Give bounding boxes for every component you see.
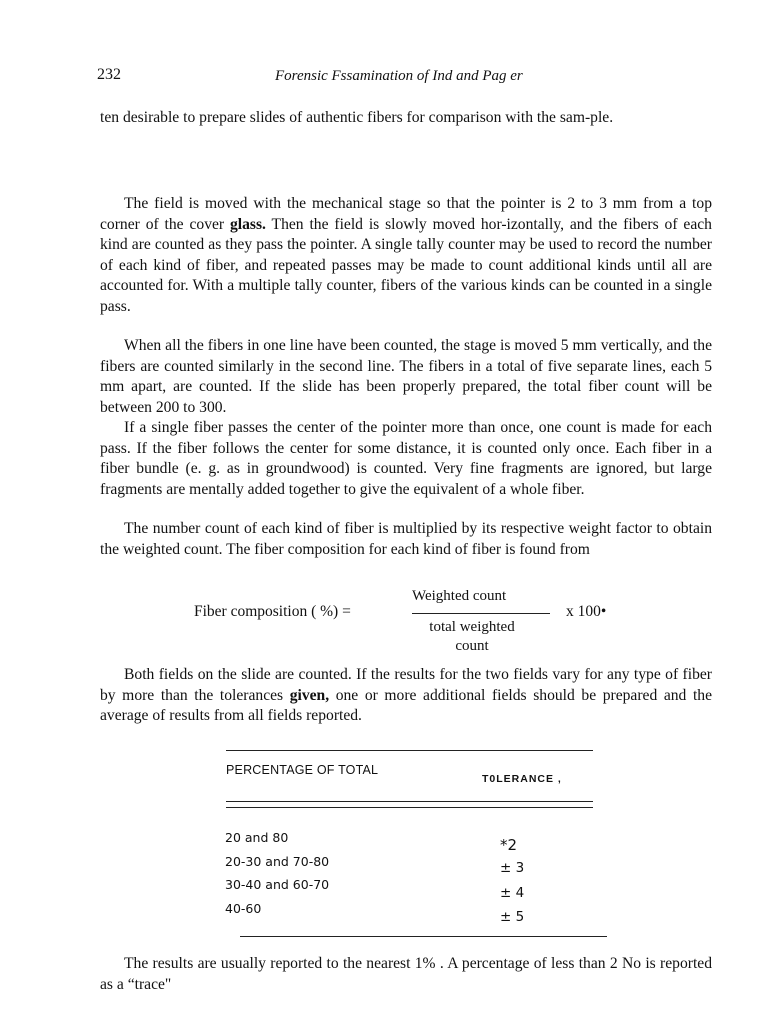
fiber-composition-formula <box>0 586 768 656</box>
table-row-range: 20 and 80 <box>225 830 289 845</box>
table-row-tolerance: ± 5 <box>500 909 525 925</box>
table-top-rule <box>226 750 593 751</box>
page-header <box>97 66 567 88</box>
paragraph-text: Then the field is slowly moved hor-izontally, and the fibers of each kind are counted as they pass the pointer. A single tally counter may be used to record the number of each kind of fiber, and repeated passes may be made to count additional kinds until all are accounted for. With a multiple tally counter, fibers of the various kinds can be counted in a single pass. <box>100 215 712 315</box>
paragraph-tolerances <box>100 665 712 727</box>
bold-term-glass: glass. <box>229 215 266 233</box>
header-tolerance: T0LERANCE , <box>482 773 562 785</box>
table-row-tolerance: ± 3 <box>500 860 525 876</box>
page-number: 232 <box>97 66 121 83</box>
paragraph-continuation: ten desirable to prepare slides of authentic fibers for comparison with the sam-ple. <box>100 109 614 126</box>
paragraph-text: one or more additional fields should be prepared and the average of results from all fields reported. <box>100 686 712 725</box>
table-row-range: 30-40 and 60-70 <box>225 877 330 892</box>
paragraph-weight-factor: The number count of each kind of fiber is multiplied by its respective weight factor to obtain the weighted count. The fiber composition for each kind of fiber is found from <box>100 520 712 558</box>
paragraph-reporting: The results are usually reported to the nearest 1% . A percentage of less than 2 No is reported as a “trace" <box>100 955 712 993</box>
bold-term-given: given, <box>289 686 330 704</box>
formula-numerator: Weighted count <box>412 588 507 604</box>
paragraph-field-movement <box>100 194 712 318</box>
formula-denominator: total weighted count <box>429 619 515 654</box>
table-row-tolerance: ± 4 <box>500 885 525 901</box>
paragraph-text: Both fields on the slide are counted. If the results for the two fields vary for any type of fiber by more than the tolerances <box>100 666 712 704</box>
table-row-range: 40-60 <box>225 901 262 916</box>
paragraph-text: The field is moved with the mechanical stage so that the pointer is 2 to 3 mm from a top corner of the cover <box>100 195 712 233</box>
formula-label: Fiber composition ( %) = <box>194 603 351 620</box>
table-row-tolerance: *2 <box>500 836 518 854</box>
paragraph-single-fiber: If a single fiber passes the center of the pointer more than once, one count is made for each pass. If the fiber follows the center for some distance, it is counted only once. Each fiber in a fiber bundle (e. g. as in groundwood) is counted. Very fine fragments are ignored, but large fragments are mentally added together to give the equivalent of a whole fiber. <box>100 419 712 498</box>
running-title: Forensic Fssamination of Ind and Pag er <box>275 68 523 84</box>
table-header-rule-1 <box>226 801 593 802</box>
paragraph-line-counting: When all the fibers in one line have been counted, the stage is moved 5 mm vertically, and the fibers are counted similarly in the second line. The fibers in a total of five separate lines, each 5 mm apart, are counted. If the slide has been properly prepared, the total fiber count will be between 200 to 300. <box>100 337 712 416</box>
header-percentage-of-total: PERCENTAGE OF TOTAL <box>226 763 379 777</box>
formula-multiplier: x 100• <box>566 603 607 620</box>
table-header-rule-2 <box>226 807 593 808</box>
table-bottom-rule <box>240 936 607 937</box>
table-row-range: 20-30 and 70-80 <box>225 854 330 869</box>
fraction-bar <box>412 613 550 614</box>
